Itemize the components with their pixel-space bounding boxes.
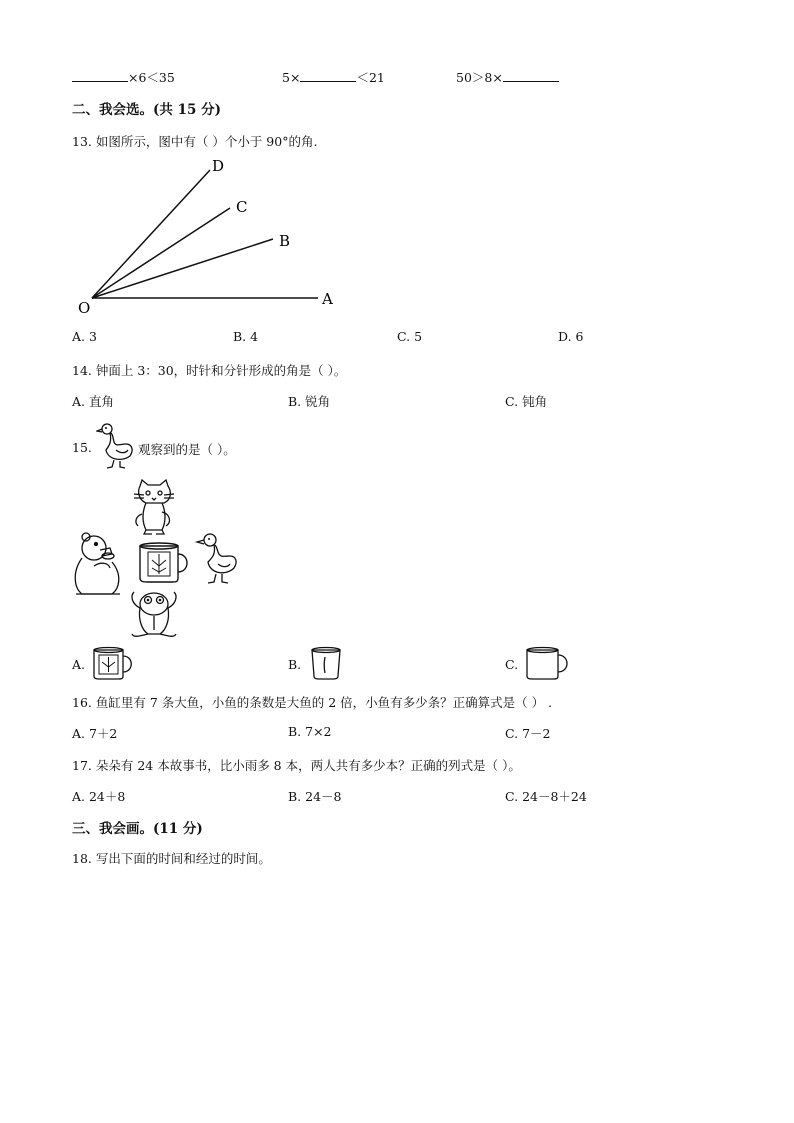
fill-blank-item-3 bbox=[456, 68, 559, 86]
mug-with-pattern-icon bbox=[90, 644, 136, 682]
q16-option-a[interactable]: A. 7＋2 bbox=[72, 726, 118, 741]
label-d: D bbox=[212, 157, 225, 175]
q15-number: 15. bbox=[72, 440, 92, 455]
mug-front-icon bbox=[140, 543, 187, 582]
q17-option-a[interactable]: A. 24＋8 bbox=[72, 789, 126, 804]
q13-option-c[interactable]: C. 5 bbox=[397, 329, 423, 344]
q13-option-d[interactable]: D. 6 bbox=[558, 329, 584, 344]
blank-text: 50＞8× bbox=[456, 70, 503, 85]
q16-option-b[interactable]: B. 7×2 bbox=[288, 724, 332, 739]
q15-option-a[interactable]: A. bbox=[72, 657, 86, 672]
q13-option-a[interactable]: A. 3 bbox=[72, 329, 97, 344]
angle-figure bbox=[70, 150, 360, 320]
duck-icon bbox=[96, 420, 138, 470]
cup-icon bbox=[306, 644, 346, 682]
blank-text: ＜21 bbox=[356, 70, 385, 85]
label-o: O bbox=[78, 299, 91, 317]
cat-icon bbox=[134, 480, 174, 534]
label-b: B bbox=[279, 232, 291, 250]
bear-icon bbox=[75, 533, 120, 594]
answer-blank[interactable] bbox=[300, 69, 356, 82]
label-a: A bbox=[322, 290, 333, 308]
label-c: C bbox=[236, 198, 248, 216]
q17-option-b[interactable]: B. 24－8 bbox=[288, 789, 342, 804]
q15-option-c[interactable]: C. bbox=[505, 657, 519, 672]
plain-mug-icon bbox=[523, 644, 573, 682]
q14-stem: 14. 钟面上 3：30，时针和分针形成的角是（ ）。 bbox=[72, 363, 347, 378]
ray-oc bbox=[92, 208, 230, 298]
answer-blank[interactable] bbox=[72, 69, 128, 82]
q16-option-c[interactable]: C. 7－2 bbox=[505, 726, 551, 741]
section-2-heading: 二、我会选。(共 15 分) bbox=[72, 102, 221, 118]
q14-option-a[interactable]: A. 直角 bbox=[72, 394, 114, 409]
q17-option-c[interactable]: C. 24－8＋24 bbox=[505, 789, 587, 804]
q14-option-b[interactable]: B. 锐角 bbox=[288, 394, 331, 409]
duck-side-icon bbox=[197, 534, 236, 583]
observation-scene bbox=[68, 478, 244, 644]
q14-option-c[interactable]: C. 钝角 bbox=[505, 394, 548, 409]
fill-blank-item-2 bbox=[282, 68, 385, 86]
q15-stem: 观察到的是（ ）。 bbox=[138, 442, 236, 457]
q13-stem: 13. 如图所示，图中有（ ）个小于 90°的角. bbox=[72, 134, 318, 149]
q17-stem: 17. 朵朵有 24 本故事书，比小雨多 8 本，两人共有多少本？正确的列式是（ ）。 bbox=[72, 758, 521, 773]
blank-text: 5× bbox=[282, 70, 301, 85]
answer-blank[interactable] bbox=[503, 69, 559, 82]
q13-option-b[interactable]: B. 4 bbox=[233, 329, 259, 344]
frog-icon bbox=[132, 592, 176, 636]
fill-blank-item-1 bbox=[72, 68, 175, 86]
blank-text: ×6＜35 bbox=[128, 70, 175, 85]
q16-stem: 16. 鱼缸里有 7 条大鱼，小鱼的条数是大鱼的 2 倍，小鱼有多少条？正确算式是（ ） . bbox=[72, 695, 553, 710]
q15-option-b[interactable]: B. bbox=[288, 657, 302, 672]
q18-stem: 18. 写出下面的时间和经过的时间。 bbox=[72, 851, 271, 866]
section-3-heading: 三、我会画。(11 分) bbox=[72, 821, 203, 837]
